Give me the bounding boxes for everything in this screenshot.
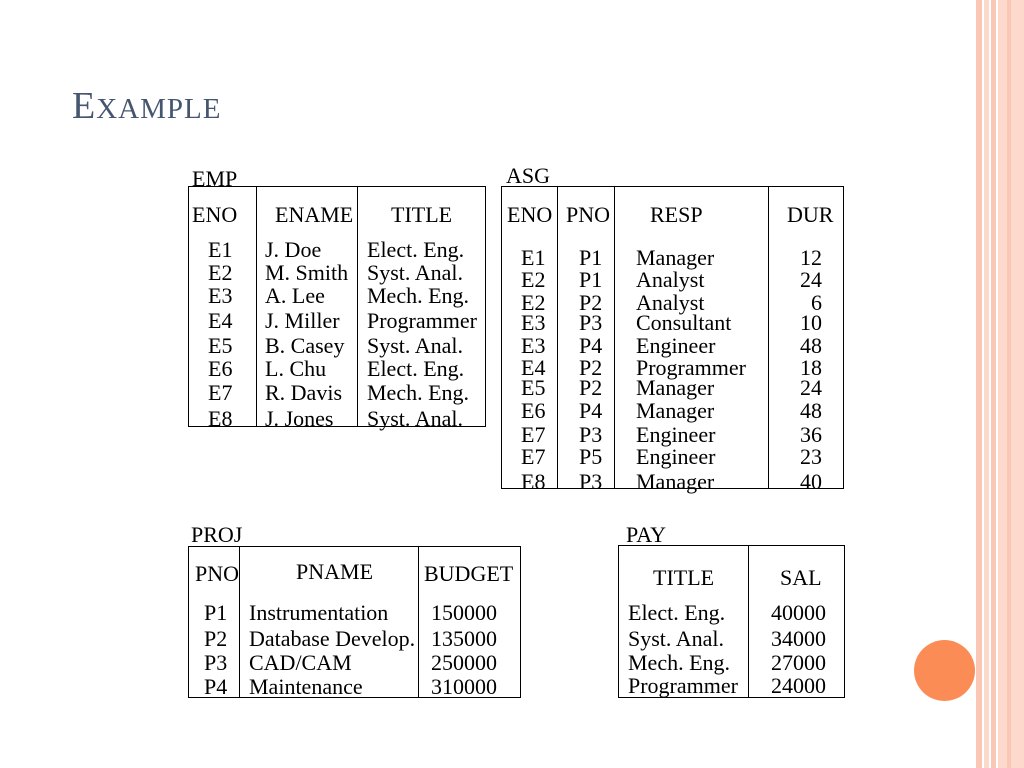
asg-cell: E7: [521, 422, 546, 447]
emp-cell: Syst. Anal.: [367, 260, 463, 285]
pay-cell: Syst. Anal.: [628, 626, 724, 651]
emp-cell: M. Smith: [265, 260, 349, 285]
asg-cell: 48: [800, 333, 822, 358]
pay-column-divider: [748, 545, 749, 698]
proj-cell: CAD/CAM: [249, 650, 352, 675]
emp-cell: E4: [208, 308, 233, 333]
emp-cell: J. Jones: [265, 406, 334, 431]
asg-cell: P5: [579, 444, 603, 469]
pay-header-sal: SAL: [780, 565, 822, 590]
asg-cell: Manager: [636, 245, 715, 270]
asg-cell: 36: [800, 422, 822, 447]
proj-cell: 250000: [431, 650, 497, 675]
asg-column-divider: [614, 186, 615, 489]
asg-cell: P4: [579, 398, 603, 423]
pay-cell: 40000: [771, 600, 826, 625]
asg-table-name: ASG: [506, 163, 551, 188]
emp-cell: R. Davis: [265, 380, 342, 405]
asg-cell: E3: [521, 333, 546, 358]
emp-cell: J. Miller: [265, 308, 340, 333]
emp-cell: Mech. Eng.: [367, 283, 470, 308]
proj-cell: P2: [204, 626, 228, 651]
pay-cell: 24000: [771, 673, 826, 698]
proj-cell: P1: [204, 600, 228, 625]
proj-header-budget: BUDGET: [424, 561, 514, 586]
proj-cell: Database Develop.: [249, 626, 416, 651]
emp-cell: E6: [208, 356, 233, 381]
asg-cell: P4: [579, 333, 603, 358]
asg-cell: 10: [800, 310, 822, 335]
emp-cell: B. Casey: [265, 333, 345, 358]
proj-cell: P4: [204, 674, 228, 699]
emp-cell: E5: [208, 333, 233, 358]
emp-column-divider: [357, 186, 358, 427]
asg-cell: 6: [811, 290, 822, 315]
proj-cell: Instrumentation: [249, 600, 389, 625]
emp-table-name: EMP: [192, 166, 238, 191]
asg-cell: 40: [800, 469, 822, 494]
emp-cell: E1: [208, 237, 233, 262]
pay-cell: 34000: [771, 626, 826, 651]
proj-cell: 150000: [431, 600, 497, 625]
asg-header-dur: DUR: [787, 202, 834, 227]
proj-table-name: PROJ: [191, 522, 243, 547]
asg-cell: Manager: [636, 469, 715, 494]
asg-cell: Engineer: [636, 444, 716, 469]
proj-header-pname: PNAME: [296, 559, 374, 584]
asg-cell: E8: [521, 469, 546, 494]
asg-cell: Consultant: [636, 310, 732, 335]
asg-header-resp: RESP: [650, 202, 703, 227]
asg-cell: P3: [579, 422, 603, 447]
asg-cell: Manager: [636, 375, 715, 400]
asg-cell: P1: [579, 267, 603, 292]
asg-cell: Engineer: [636, 333, 716, 358]
asg-cell: E2: [521, 267, 546, 292]
proj-cell: P3: [204, 650, 228, 675]
asg-cell: 23: [800, 444, 822, 469]
asg-cell: E4: [521, 355, 546, 380]
pay-cell: 27000: [771, 650, 826, 675]
emp-cell: E7: [208, 380, 233, 405]
asg-cell: Programmer: [636, 355, 746, 380]
emp-cell: A. Lee: [265, 283, 325, 308]
proj-cell: 135000: [431, 626, 497, 651]
proj-cell: Maintenance: [249, 674, 363, 699]
emp-header-title: TITLE: [391, 202, 453, 227]
emp-cell: Syst. Anal.: [367, 406, 463, 431]
proj-column-divider: [418, 546, 419, 698]
asg-cell: Analyst: [636, 267, 705, 292]
asg-cell: E5: [521, 375, 546, 400]
emp-header-eno: ENO: [192, 202, 238, 227]
proj-column-divider: [239, 546, 240, 698]
asg-cell: 48: [800, 398, 822, 423]
asg-cell: P3: [579, 310, 603, 335]
decorative-stripe: [1007, 0, 1011, 768]
asg-cell: 24: [800, 375, 822, 400]
decorative-stripe: [976, 0, 982, 768]
asg-cell: Analyst: [636, 290, 705, 315]
emp-column-divider: [256, 186, 257, 427]
emp-cell: Programmer: [367, 308, 477, 333]
emp-cell: Syst. Anal.: [367, 333, 463, 358]
asg-cell: E6: [521, 398, 546, 423]
emp-cell: L. Chu: [265, 356, 327, 381]
asg-cell: E7: [521, 444, 546, 469]
asg-cell: P2: [579, 355, 603, 380]
emp-cell: Elect. Eng.: [367, 237, 465, 262]
asg-cell: 18: [800, 355, 822, 380]
emp-header-ename: ENAME: [275, 202, 354, 227]
decorative-stripe: [984, 0, 989, 768]
pay-header-title: TITLE: [653, 565, 715, 590]
asg-cell: P2: [579, 290, 603, 315]
asg-cell: 24: [800, 267, 822, 292]
emp-cell: Elect. Eng.: [367, 356, 465, 381]
emp-cell: J. Doe: [265, 237, 322, 262]
asg-column-divider: [768, 186, 769, 489]
emp-cell: E3: [208, 283, 233, 308]
proj-cell: 310000: [431, 674, 497, 699]
slide-title: EXAMPLE: [72, 85, 222, 127]
proj-header-pno: PNO: [195, 561, 240, 586]
pay-table-name: PAY: [626, 522, 666, 547]
asg-cell: Manager: [636, 398, 715, 423]
asg-cell: E2: [521, 290, 546, 315]
pay-cell: Elect. Eng.: [628, 600, 726, 625]
pay-cell: Mech. Eng.: [628, 650, 731, 675]
emp-cell: E8: [208, 406, 233, 431]
asg-column-divider: [557, 186, 558, 489]
asg-cell: E3: [521, 310, 546, 335]
asg-cell: P1: [579, 245, 603, 270]
emp-cell: Mech. Eng.: [367, 380, 470, 405]
emp-cell: E2: [208, 260, 233, 285]
decorative-stripe: [991, 0, 996, 768]
pay-cell: Programmer: [628, 673, 738, 698]
asg-cell: E1: [521, 245, 546, 270]
decorative-stripe: [998, 0, 1024, 768]
asg-cell: Engineer: [636, 422, 716, 447]
asg-cell: P3: [579, 469, 603, 494]
asg-header-pno: PNO: [566, 202, 611, 227]
decorative-circle: [914, 640, 975, 701]
asg-cell: P2: [579, 375, 603, 400]
asg-header-eno: ENO: [507, 202, 553, 227]
asg-cell: 12: [800, 245, 822, 270]
